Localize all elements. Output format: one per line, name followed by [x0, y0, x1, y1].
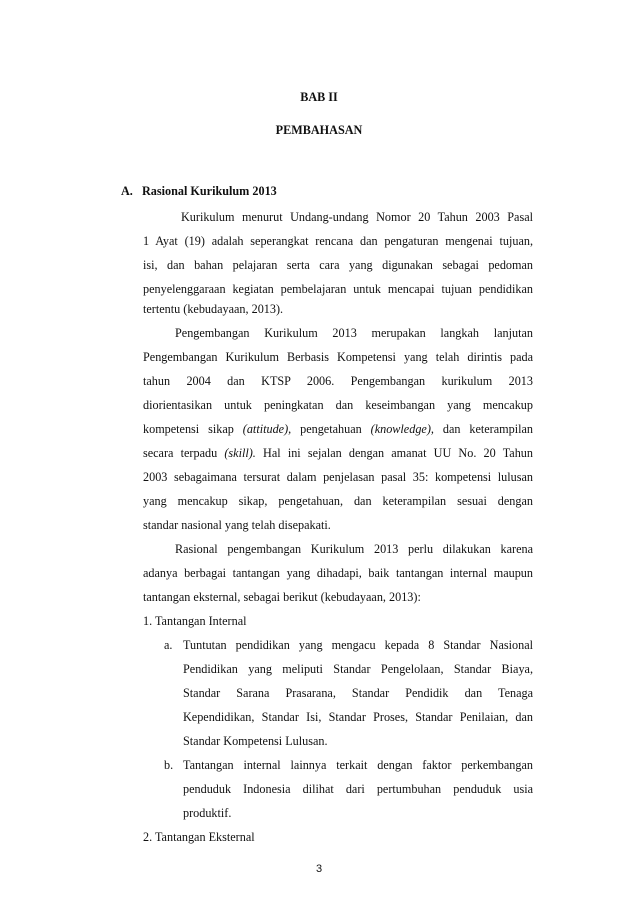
sub-b-line-1: Tantangan internal lainnya terkait dengan faktor perkembangan: [183, 758, 533, 772]
para3-line-1: Rasional pengembangan Kurikulum 2013 perlu dilakukan karena: [175, 542, 533, 556]
list-item-1: 1. Tantangan Internal: [143, 614, 247, 628]
section-heading: A. Rasional Kurikulum 2013: [121, 184, 277, 198]
chapter-title: PEMBAHASAN: [275, 123, 363, 137]
para2-line-9: standar nasional yang telah disepakati.: [143, 518, 331, 532]
sub-a-line-5: Standar Kompetensi Lulusan.: [183, 734, 328, 748]
para1-line-5: tertentu (kebudayaan, 2013).: [143, 302, 284, 316]
para3-line-2: adanya berbagai tantangan yang dihadapi, baik tantangan internal maupun: [143, 566, 533, 580]
list-item-2: 2. Tantangan Eksternal: [143, 830, 255, 844]
para2-line-3: tahun 2004 dan KTSP 2006. Pengembangan kurikulum 2013: [143, 374, 533, 388]
sub-b-marker: b.: [164, 758, 174, 772]
sub-b-line-2: penduduk Indonesia dilihat dari pertumbuhan penduduk usia: [183, 782, 533, 796]
sub-a-line-3: Standar Sarana Prasarana, Standar Pendidik dan Tenaga: [183, 686, 533, 700]
para1-line-1: Kurikulum menurut Undang-undang Nomor 20 Tahun 2003 Pasal: [181, 210, 533, 224]
para2-line-1: Pengembangan Kurikulum 2013 merupakan langkah lanjutan: [175, 326, 533, 340]
sub-b-line-3: produktif.: [183, 806, 232, 820]
para2-line-7: 2003 sebagaimana tersurat dalam penjelasan pasal 35: kompetensi lulusan: [143, 470, 533, 484]
chapter-number: BAB II: [300, 90, 338, 104]
para2-line-6: secara terpadu (skill). Hal ini sejalan dengan amanat UU No. 20 Tahun: [143, 446, 533, 460]
sub-a-marker: a.: [164, 638, 173, 652]
para1-line-4: penyelenggaraan kegiatan pembelajaran untuk mencapai tujuan pendidikan: [143, 282, 533, 296]
para1-line-2: 1 Ayat (19) adalah seperangkat rencana dan pengaturan mengenai tujuan,: [143, 234, 533, 248]
sub-a-line-1: Tuntutan pendidikan yang mengacu kepada 8 Standar Nasional: [183, 638, 533, 652]
para2-line-5: kompetensi sikap (attitude), pengetahuan (knowledge), dan keterampilan: [143, 422, 534, 436]
para2-line-2: Pengembangan Kurikulum Berbasis Kompetensi yang telah dirintis pada: [143, 350, 533, 364]
para2-line-8: yang mencakup sikap, pengetahuan, dan keterampilan sesuai dengan: [143, 494, 533, 508]
page-number: 3: [315, 863, 323, 875]
sub-a-line-2: Pendidikan yang meliputi Standar Pengelolaan, Standar Biaya,: [183, 662, 533, 676]
para3-line-3: tantangan eksternal, sebagai berikut (kebudayaan, 2013):: [143, 590, 421, 604]
sub-a-line-4: Kependidikan, Standar Isi, Standar Proses, Standar Penilaian, dan: [183, 710, 533, 724]
para2-line-4: diorientasikan untuk peningkatan dan keseimbangan yang mencakup: [143, 398, 533, 412]
para1-line-3: isi, dan bahan pelajaran serta cara yang digunakan sebagai pedoman: [143, 258, 533, 272]
